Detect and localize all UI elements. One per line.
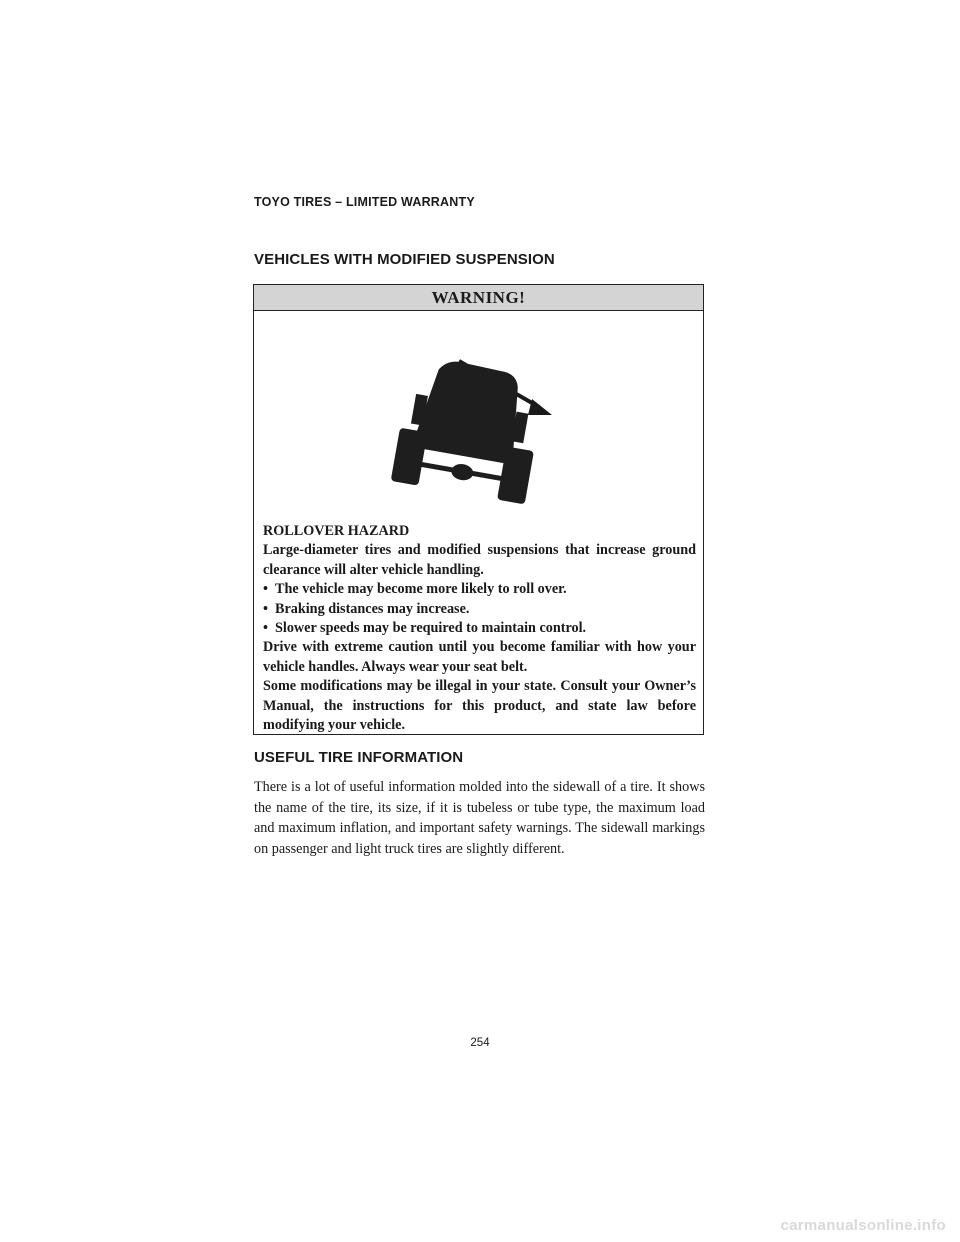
running-header: TOYO TIRES – LIMITED WARRANTY [254,195,475,209]
hazard-title: ROLLOVER HAZARD [263,523,410,539]
warning-box [253,284,704,735]
warning-caution: Drive with extreme caution until you become familiar with how your vehicle handles. Always wear your seat belt. [263,639,696,675]
warning-bullet: • Braking distances may increase. [263,600,696,619]
bullet-dot-icon: • [263,620,268,637]
warning-text [263,522,696,735]
warning-heading: WARNING! [254,285,703,311]
warning-legal: Some modifications may be illegal in your state. Consult your Owner’s Manual, the instructions for this product, and state law before modifying your vehicle. [263,678,696,734]
body-paragraph: There is a lot of useful information molded into the sidewall of a tire. It shows the name of the tire, its size, if it is tubeless or tube type, the maximum load and maximum inflation, and important safety warnings. The sidewall markings on passenger and light truck tires are slightly different. [254,779,705,857]
section-title-modified-suspension: VEHICLES WITH MODIFIED SUSPENSION [254,251,555,268]
section-title-useful-tire-information: USEFUL TIRE INFORMATION [254,749,464,766]
warning-bullet: • The vehicle may become more likely to roll over. [263,580,696,599]
bullet-dot-icon: • [263,600,268,617]
vehicle-rollover-icon [374,335,564,505]
warning-bullet: • Slower speeds may be required to maintain control. [263,619,696,638]
watermark: carmanualsonline.info [780,1217,946,1234]
bullet-dot-icon: • [263,581,268,598]
warning-intro: Large-diameter tires and modified suspensions that increase ground clearance will alter vehicle handling. [263,542,696,578]
page-number: 254 [470,1037,490,1049]
